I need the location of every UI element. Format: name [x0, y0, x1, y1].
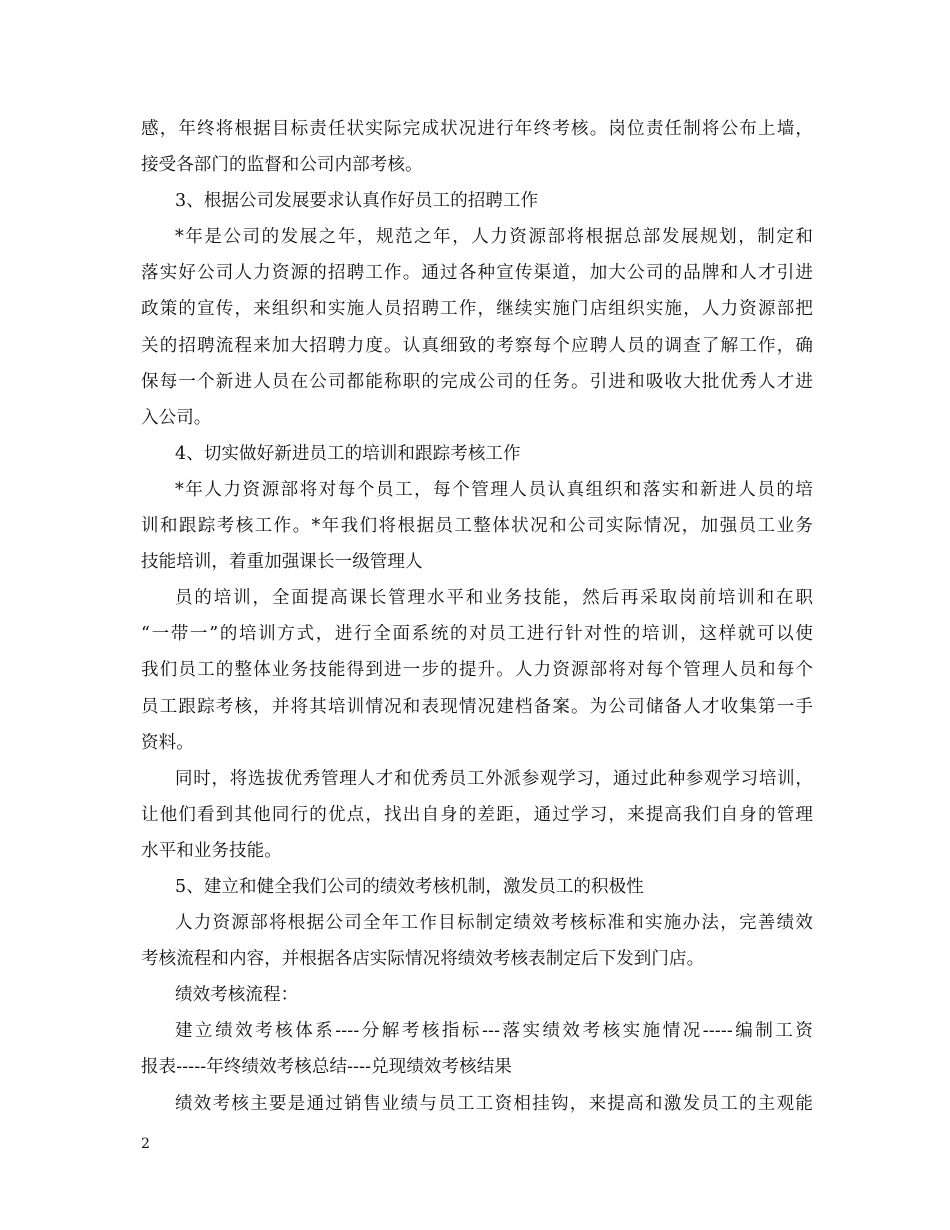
paragraph-line: 员工跟踪考核，并将其培训情况和表现情况建档备案。为公司储备人才收集第一手 — [141, 696, 813, 717]
paragraph-line: 绩效考核流程： — [175, 985, 299, 1006]
paragraph-line: 训和跟踪考核工作。*年我们将根据员工整体状况和公司实际情况，加强员工业务 — [141, 516, 813, 537]
paragraph-line: 感，年终将根据目标责任状实际完成状况进行年终考核。岗位责任制将公布上墙， — [141, 119, 813, 139]
paragraph-line: 资料。 — [141, 732, 194, 753]
paragraph-line: 我们员工的整体业务技能得到进一步的提升。人力资源部将对每个管理人员和每个 — [141, 660, 813, 681]
paragraph-line: 政策的宣传，来组织和实施人员招聘工作，继续实施门店组织实施，人力资源部把 — [141, 299, 813, 320]
document-body — [141, 111, 813, 1122]
paragraph-line: 绩效考核主要是通过销售业绩与员工工资相挂钩，来提高和激发员工的主观能 — [175, 1093, 813, 1114]
paragraph-line: 保每一个新进人员在公司都能称职的完成公司的任务。引进和吸收大批优秀人才进 — [141, 371, 813, 392]
paragraph-line: 同时，将选拔优秀管理人才和优秀员工外派参观学习，通过此种参观学习培训， — [175, 768, 813, 789]
paragraph-line: 报表-----年终绩效考核总结----兑现绩效考核结果 — [141, 1057, 512, 1078]
paragraph-line: 建立绩效考核体系----分解考核指标---落实绩效考核实施情况-----编制工资 — [175, 1021, 813, 1042]
paragraph-line: 员的培训，全面提高课长管理水平和业务技能，然后再采取岗前培训和在职 — [175, 588, 813, 609]
section-heading: 4、切实做好新进员工的培训和跟踪考核工作 — [175, 443, 521, 464]
paragraph-line: “一带一”的培训方式，进行全面系统的对员工进行针对性的培训，这样就可以使 — [141, 624, 813, 645]
section-heading: 3、根据公司发展要求认真作好员工的招聘工作 — [175, 191, 539, 212]
paragraph-line: 关的招聘流程来加大招聘力度。认真细致的考察每个应聘人员的调查了解工作，确 — [141, 335, 813, 356]
paragraph-line: 让他们看到其他同行的优点，找出自身的差距，通过学习，来提高我们自身的管理 — [141, 804, 813, 825]
paragraph-line: 考核流程和内容，并根据各店实际情况将绩效考核表制定后下发到门店。 — [141, 949, 705, 970]
paragraph-line: 接受各部门的监督和公司内部考核。 — [141, 155, 423, 176]
page-number: 2 — [141, 1136, 150, 1152]
paragraph-line: *年是公司的发展之年，规范之年，人力资源部将根据总部发展规划，制定和 — [175, 227, 813, 248]
section-heading: 5、建立和健全我们公司的绩效考核机制，激发员工的积极性 — [175, 876, 644, 897]
paragraph-line: 人力资源部将根据公司全年工作目标制定绩效考核标准和实施办法，完善绩效 — [175, 913, 813, 934]
paragraph-line: 水平和业务技能。 — [141, 840, 282, 861]
paragraph-line: 入公司。 — [141, 407, 212, 428]
paragraph-line: 技能培训，着重加强课长一级管理人 — [141, 552, 423, 573]
paragraph-line: 落实好公司人力资源的招聘工作。通过各种宣传渠道，加大公司的品牌和人才引进 — [141, 263, 813, 284]
paragraph-line: *年人力资源部将对每个员工，每个管理人员认真组织和落实和新进人员的培 — [175, 479, 813, 500]
